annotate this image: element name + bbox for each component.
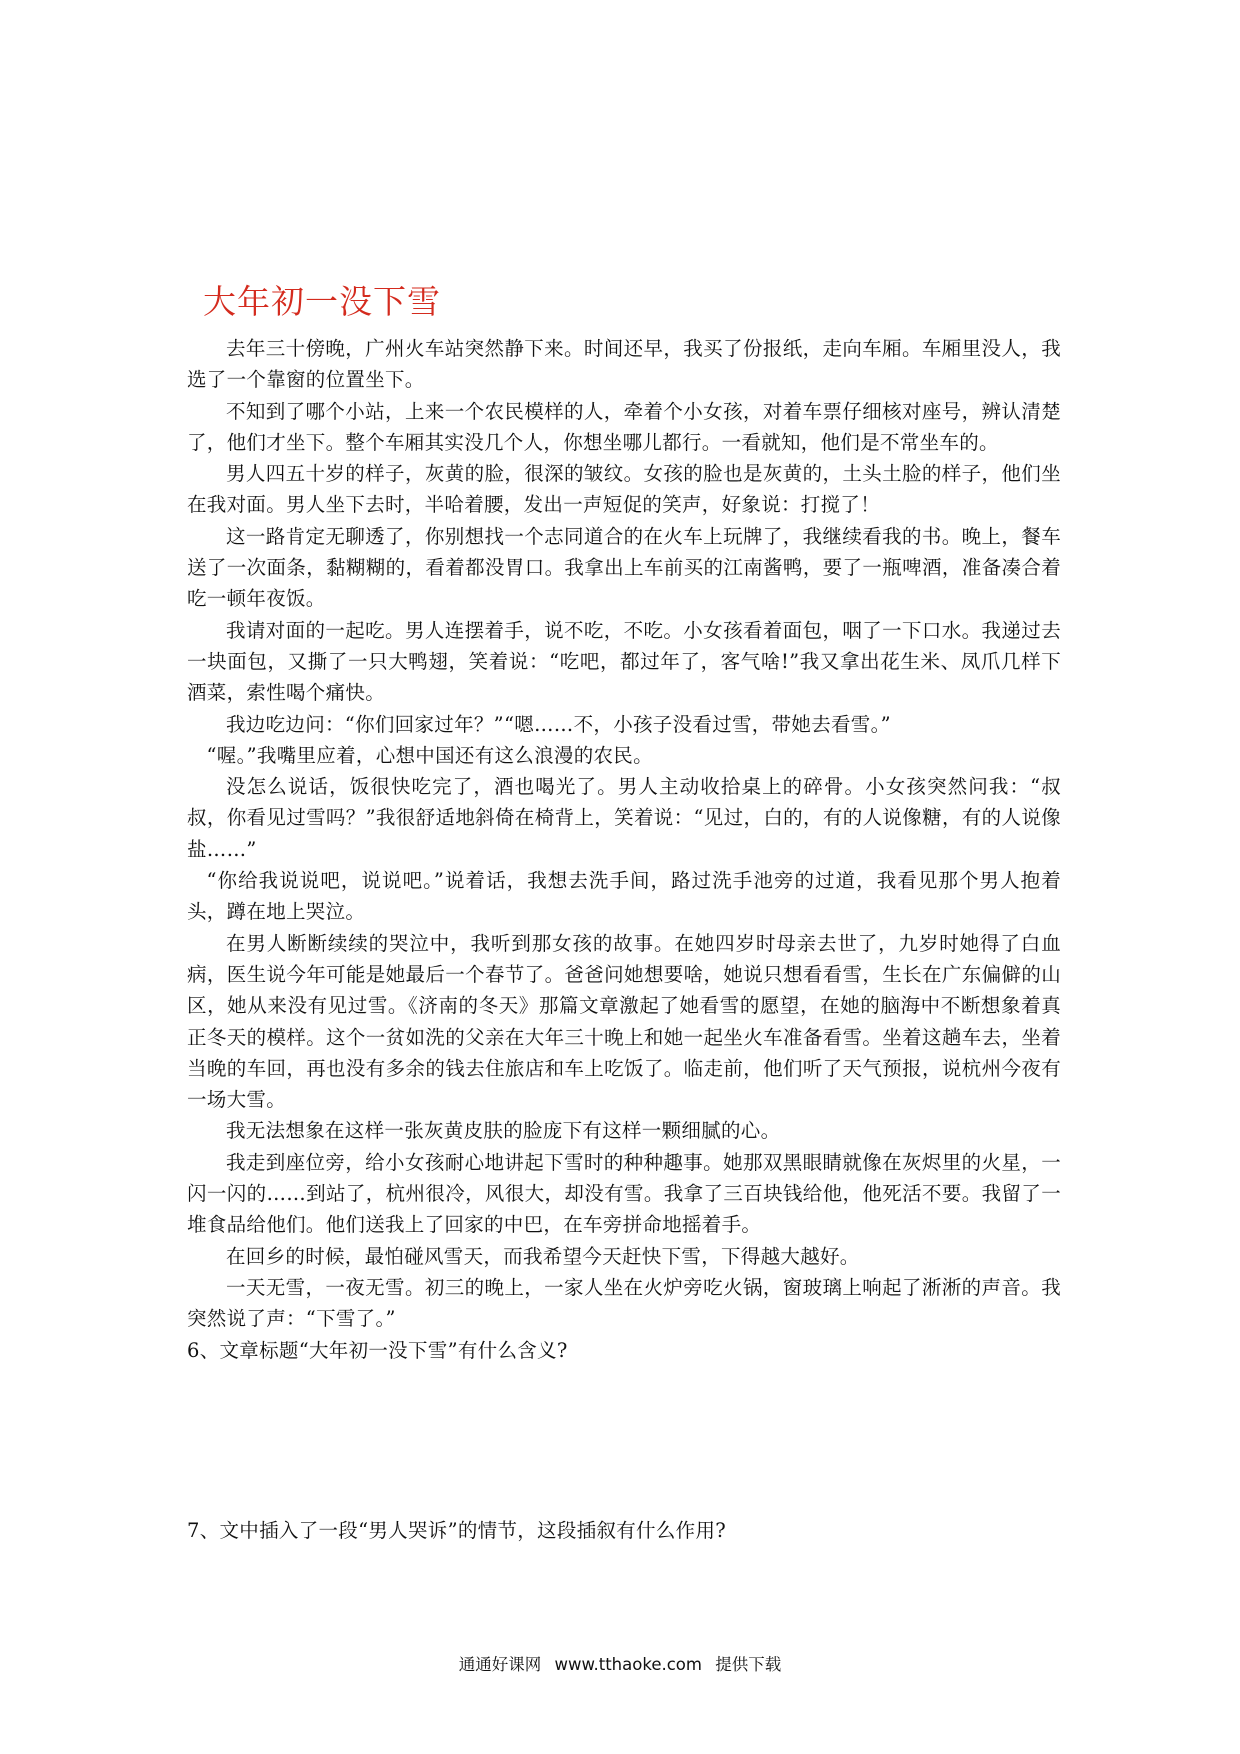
paragraph: 不知到了哪个小站，上来一个农民模样的人，牵着个小女孩，对着车票仔细核对座号，辨认清楚了，他们才坐下。整个车厢其实没几个人，你想坐哪儿都行。一看就知，他们是不常坐车的。	[187, 399, 1061, 454]
paragraph: 我走到座位旁，给小女孩耐心地讲起下雪时的种种趣事。她那双黑眼睛就像在灰烬里的火星，一闪一闪的……到站了，杭州很冷，风很大，却没有雪。我拿了三百块钱给他，他死活不要。我留了一堆食品给他们。他们送我上了回家的中巴，在车旁拼命地摇着手。	[187, 1150, 1061, 1237]
paragraph: 我边吃边问：“你们回家过年？”“嗯……不，小孩子没看过雪，带她去看雪。”	[226, 712, 891, 736]
paragraph: “喔。”我嘴里应着，心想中国还有这么浪漫的农民。	[206, 743, 653, 767]
question-7: 7、文中插入了一段“男人哭诉”的情节，这段插叙有什么作用?	[187, 1519, 726, 1542]
paragraph: 在男人断断续续的哭泣中，我听到那女孩的故事。在她四岁时母亲去世了，九岁时她得了白血病，医生说今年可能是她最后一个春节了。爸爸问她想要啥，她说只想看看雪，生长在广东偏僻的山区，她从来没有见过雪。《济南的冬天》那篇文章激起了她看雪的愿望，在她的脑海中不断想象着真正冬天的模样。这个一贫如洗的父亲在大年三十晚上和她一起坐火车准备看雪。坐着这趟车去，坐着当晚的车回，再也没有多余的钱去住旅店和车上吃饭了。临走前，他们听了天气预报，说杭州今夜有一场大雪。	[187, 931, 1061, 1112]
article-body	[187, 333, 1061, 1366]
paragraph: “你给我说说吧，说说吧。”说着话，我想去洗手间，路过洗手池旁的过道，我看见那个男人抱着头，蹲在地上哭泣。	[187, 869, 1061, 924]
question-6: 6、文章标题“大年初一没下雪”有什么含义?	[187, 1338, 568, 1362]
paragraph: 在回乡的时候，最怕碰风雪天，而我希望今天赶快下雪，下得越大越好。	[226, 1244, 860, 1268]
footer-url: www.tthaoke.com	[554, 1655, 702, 1674]
page-footer	[0, 1651, 1240, 1675]
paragraph: 我无法想象在这样一张灰黄皮肤的脸庞下有这样一颗细腻的心。	[226, 1119, 781, 1143]
paragraph: 一天无雪，一夜无雪。初三的晚上，一家人坐在火炉旁吃火锅，窗玻璃上响起了淅淅的声音。我突然说了声：“下雪了。”	[187, 1275, 1061, 1331]
paragraph: 去年三十傍晚，广州火车站突然静下来。时间还早，我买了份报纸，走向车厢。车厢里没人，我选了一个靠窗的位置坐下。	[187, 337, 1061, 392]
paragraph: 我请对面的一起吃。男人连摆着手，说不吃，不吃。小女孩看着面包，咽了一下口水。我递过去一块面包，又撕了一只大鸭翅，笑着说：“吃吧，都过年了，客气啥!”我又拿出花生米、凤爪几样下酒菜，索性喝个痛快。	[187, 618, 1061, 705]
paragraph: 没怎么说话，饭很快吃完了，酒也喝光了。男人主动收拾桌上的碎骨。小女孩突然问我：“叔叔，你看见过雪吗？”我很舒适地斜倚在椅背上，笑着说：“见过，白的，有的人说像糖，有的人说像盐……”	[187, 775, 1061, 861]
footer-site-name: 通通好课网	[458, 1655, 542, 1674]
paragraph: 男人四五十岁的样子，灰黄的脸，很深的皱纹。女孩的脸也是灰黄的，土头土脸的样子，他们坐在我对面。男人坐下去时，半哈着腰，发出一声短促的笑声，好象说：打搅了！	[187, 462, 1061, 517]
footer-note: 提供下载	[715, 1655, 782, 1674]
article-title: 大年初一没下雪	[203, 282, 441, 321]
paragraph: 这一路肯定无聊透了，你别想找一个志同道合的在火车上玩牌了，我继续看我的书。晚上，餐车送了一次面条，黏糊糊的，看着都没胃口。我拿出上车前买的江南酱鸭，要了一瓶啤酒，准备凑合着吃一顿年夜饭。	[187, 524, 1061, 611]
